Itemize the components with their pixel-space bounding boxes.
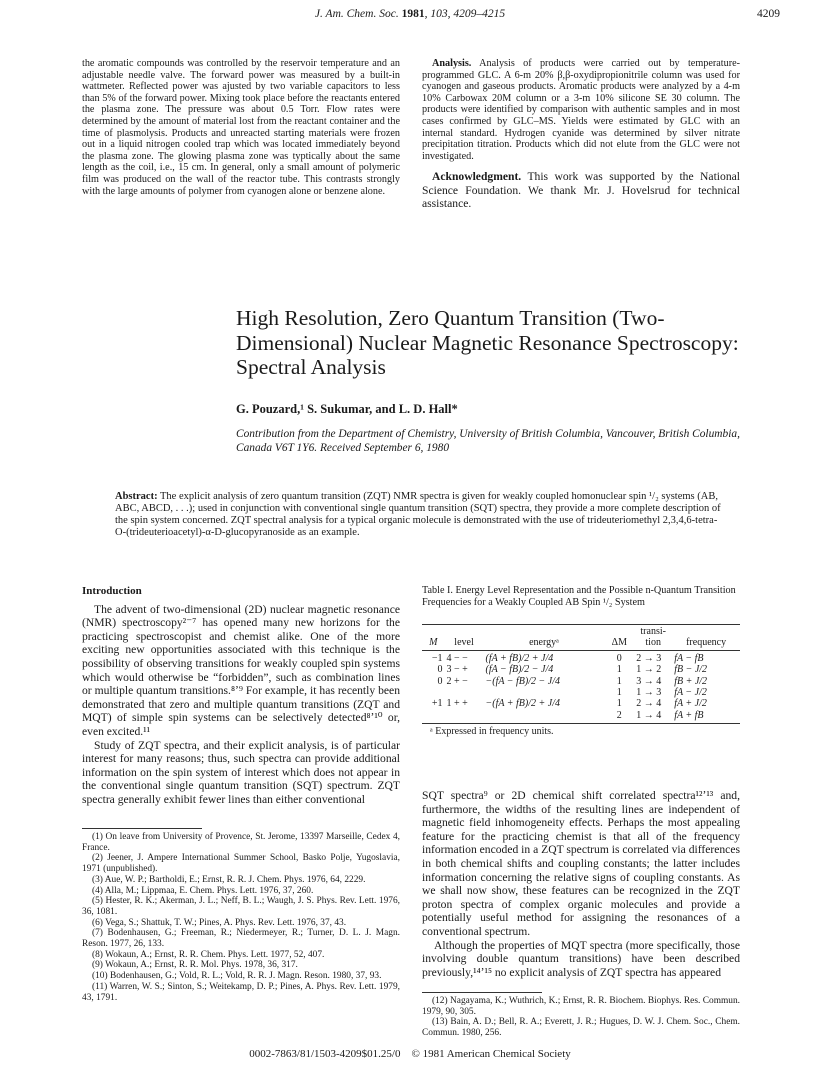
footnote: (12) Nagayama, K.; Wuthrich, K.; Ernst, R. R. Biochem. Biophys. Res. Commun. 1979, 90, 305. xyxy=(422,996,740,1017)
footnote: (2) Jeener, J. Ampere International Summer School, Basko Polje, Yugoslavia, 1971 (unpublished). xyxy=(82,853,400,875)
page-number: 4209 xyxy=(757,8,780,20)
footer-copyright: © 1981 American Chemical Society xyxy=(411,1048,571,1060)
table-cell: 1 → 4 xyxy=(636,709,662,721)
page-footer xyxy=(0,1048,820,1060)
footnote: (6) Vega, S.; Shattuk, T. W.; Pines, A. Phys. Rev. Lett. 1976, 37, 43. xyxy=(92,917,347,928)
footnote: (9) Wokaun, A.; Ernst, R. R. Mol. Phys. 1978, 36, 317. xyxy=(92,960,298,971)
abstract-text: The explicit analysis of zero quantum transition (ZQT) NMR spectra is given for weakly coupled homonuclear spin ¹/₂ systems (AB, ABC, ABCD, . . .); used in conjunction with conventional single quantum transition (SQT) spectra, they provide a more complete description of the spin system concerned. ZQT spectral analysis for a typical organic molecule is demonstrated with the use of trideuteriomethyl 2,3,4,6-tetra-O-(trideuterioacetyl)-α-D-glucopyranoside as an example. xyxy=(115,491,721,538)
article-title: High Resolution, Zero Quantum Transition (Two-Dimensional) Nuclear Magnetic Resonance Spectroscopy: Spectral Analysis xyxy=(236,306,739,379)
acknowledgment-label: Acknowledgment. xyxy=(432,170,522,184)
table-cell: −1 xyxy=(431,652,443,664)
prev-article-text: the aromatic compounds was controlled by the reservoir temperature and an adjustable needle valve. The forward power was measured by a built-in wattmeter. Reflected power was ajusted by two variable capacitors to less than 5% of the forward power. Mixing took place before the reactants entered the plasma zone. The pressure was about 0.5 Torr. Flow rates were determined by the amount of material lost from the reactant container and the time of plasmolysis. Products and unreacted starting materials were frozen out in a liquid nitrogen cooled trap which was located immediately beyond the plasma zone. The glowing plasma zone was typtically about the same length as the coil, i.e., 15 cm. In general, only a small amount of polymeric film was produced on the wall of the reactor tube. This contrasts strongly with the large amounts of polymer from cyanogen alone or benzene alone. xyxy=(82,58,400,197)
right-body xyxy=(422,789,740,979)
table-cell: −(fA + fB)/2 + J/4 xyxy=(485,698,560,710)
table-caption: Table I. Energy Level Representation and the Possible n-Quantum Transition Frequencies for a Weakly Coupled AB Spin ¹/₂ System xyxy=(422,585,736,608)
right-paragraph-2: Although the properties of MQT spectra (more specifically, those involving double quantum transitions) have been described previously,¹⁴ʼ¹⁵ no explicit analysis of ZQT spectra has appeared xyxy=(422,938,740,979)
table-cell: 1 + + xyxy=(446,698,468,710)
table-cell xyxy=(483,710,604,721)
intro-paragraph-2: Study of ZQT spectra, and their explicit analysis, is of particular interest for many reasons; thus, such spectra can provide additional information on the spin system of interest which does not appear in the conventional single quantum transition (SQT) spectrum. ZQT spectra generally exhibit fewer lines than either conventional xyxy=(82,738,400,806)
journal-pages: 4209–4215 xyxy=(453,8,506,20)
col-header: energyᵃ xyxy=(529,637,559,649)
footnote: (13) Bain, A. D.; Bell, R. A.; Everett, J. R.; Hugues, D. W. J. Chem. Soc., Chem. Commun. 1980, 256. xyxy=(422,1017,740,1039)
table-1 xyxy=(422,626,740,737)
col-header: level xyxy=(454,637,474,649)
table-row xyxy=(422,653,740,664)
table-cell: 0 xyxy=(437,664,443,676)
analysis-paragraph xyxy=(422,58,740,162)
table-cell: 0 xyxy=(616,652,622,664)
abstract xyxy=(115,491,727,539)
article-authors: G. Pouzard,¹ S. Sukumar, and L. D. Hall* xyxy=(236,402,458,416)
table-cell: 1 → 2 xyxy=(636,664,662,676)
table-footnote: ᵃ Expressed in frequency units. xyxy=(430,726,554,738)
footnote: (11) Warren, W. S.; Sinton, S.; Weitekamp, D. P.; Pines, A. Phys. Rev. Lett. 1979, 43, 1791. xyxy=(82,981,400,1003)
footnote: (3) Aue, W. P.; Bartholdi, E.; Ernst, R. R. J. Chem. Phys. 1976, 64, 2229. xyxy=(92,874,366,885)
analysis-label: Analysis. xyxy=(432,58,472,69)
table-cell: +1 xyxy=(431,698,443,710)
table-row xyxy=(422,664,740,675)
table-row xyxy=(422,698,740,709)
table-cell xyxy=(483,687,604,698)
footer-code: 0002-7863/81/1503-4209$01.25/0 xyxy=(249,1048,401,1060)
journal-year: 1981 xyxy=(401,8,425,20)
table-cell: 2 xyxy=(616,709,622,721)
table-cell: 2 → 3 xyxy=(636,652,662,664)
table-cell: 2 + − xyxy=(446,675,468,687)
footnote: (7) Bodenhausen, G.; Freeman, R.; Niedermeyer, R.; Turner, D. L. J. Magn. Reson. 1977, 26, 133. xyxy=(82,928,400,950)
table-cell: fB − J/2 xyxy=(674,664,708,676)
intro-heading: Introduction xyxy=(82,585,142,597)
intro-paragraph-1: The advent of two-dimensional (2D) nuclear magnetic resonance (NMR) spectroscopy²⁻⁷ has opened many new horizons for the practicing spectroscopist and chemist alike. One of the more exciting new opportunities associated with this technique is the possibility of observing transitions for weakly coupled spin systems which would otherwise be “forbidden”, such as combination lines or multiple quantum transitions.⁸ʼ⁹ For example, it has recently been demonstrated that zero and multiple quantum transitions (ZQT and MQT) of simple spin systems can be selectively detected⁸ʼ¹⁰ or, even excited.¹¹ xyxy=(82,602,400,738)
footnote: (4) Alla, M.; Lippmaa, E. Chem. Phys. Lett. 1976, 37, 260. xyxy=(92,885,314,896)
right-paragraph-1: SQT spectra⁹ or 2D chemical shift correlated spectra¹²ʼ¹³ and, furthermore, the widths of the resulting lines are independent of magnetic field inhomogeneity effects. Perhaps the most appealing feature for the practicing chemist is that all of the frequency information encoded in a ZQT spectrum is correlated via differences in both chemical shifts and coupling constants; the latter includes information concerning the relative signs of coupling constants. As we shall now show, these features can be recognized in the ZQT proton spectra of complex organic molecules and provide a potentially useful method for assigning the resonances of a conventional spectrum. xyxy=(422,789,740,938)
table-cell: 1 → 3 xyxy=(636,687,662,699)
acknowledgment-paragraph xyxy=(422,170,740,211)
table-row xyxy=(422,676,740,687)
table-cell: (fA + fB)/2 + J/4 xyxy=(485,652,554,664)
article-affiliation: Contribution from the Department of Chemistry, University of British Columbia, Vancouver, British Columbia, Canada V6T 1Y6. Received September 6, 1980 xyxy=(236,428,740,454)
footnote-rule-right xyxy=(422,992,542,993)
running-header: J. Am. Chem. Soc. 1981, 103, 4209–4215 xyxy=(314,8,506,20)
footnote-rule-left xyxy=(82,828,202,829)
prev-article-right xyxy=(422,58,740,211)
table-top-rule xyxy=(422,624,740,625)
table-cell: 1 xyxy=(616,698,622,710)
col-header: ΔM xyxy=(611,637,627,649)
table-header-row xyxy=(422,626,740,649)
table-cell: 3 − + xyxy=(446,664,468,676)
footnote: (8) Wokaun, A.; Ernst, R. R. Chem. Phys. Lett. 1977, 52, 407. xyxy=(92,949,325,960)
col-header: frequency xyxy=(686,637,727,649)
table-cell: fA − J/2 xyxy=(674,687,707,699)
footnotes-left xyxy=(82,832,400,1003)
footnote: (5) Hester, R. K.; Akerman, J. L.; Neff, B. L.; Waugh, J. S. Phys. Rev. Lett. 1976, 36, 1081. xyxy=(82,896,400,917)
table-cell: 0 xyxy=(437,675,443,687)
abstract-label: Abstract: xyxy=(115,491,158,502)
footnote: (10) Bodenhausen, G.; Vold, R. L.; Vold, R. R. J. Magn. Reson. 1980, 37, 93. xyxy=(92,971,382,982)
table-cell: 1 xyxy=(616,687,622,699)
col-header: transi-tion xyxy=(640,626,666,649)
table-cell xyxy=(422,687,445,698)
table-cell: fA − fB xyxy=(674,652,704,664)
table-row xyxy=(422,710,740,721)
acknowledgment-text: This work was supported by the National Science Foundation. We thank Mr. J. Hovelsrud for technical assistance. xyxy=(422,170,740,211)
table-cell xyxy=(445,687,484,698)
table-cell: 3 → 4 xyxy=(636,675,662,687)
table-cell: −(fA − fB)/2 − J/4 xyxy=(485,675,560,687)
introduction xyxy=(82,585,400,807)
table-cell: 1 xyxy=(616,664,622,676)
table-cell: 1 xyxy=(616,675,622,687)
table-cell: 4 − − xyxy=(446,652,468,664)
col-header: M xyxy=(429,637,438,649)
table-cell: 2 → 4 xyxy=(636,698,662,710)
table-cell: fB + J/2 xyxy=(674,675,708,687)
table-cell: fA + J/2 xyxy=(674,698,707,710)
journal-name: J. Am. Chem. Soc. xyxy=(314,8,399,20)
table-cell xyxy=(445,710,484,721)
prev-article-left xyxy=(82,58,400,197)
table-cell: (fA − fB)/2 − J/4 xyxy=(485,664,554,676)
table-cell: fA + fB xyxy=(674,709,704,721)
table-row xyxy=(422,687,740,698)
journal-volume: 103 xyxy=(430,8,448,20)
footnotes-right xyxy=(422,996,740,1039)
footnote: (1) On leave from University of Provence, St. Jerome, 13397 Marseille, Cedex 4, France. xyxy=(82,832,400,853)
table-cell xyxy=(422,710,445,721)
analysis-text: Analysis of products were carried out by temperature-programmed GLC. A 6-m 20% β,β-oxydipropionitrile column was used for cyanogen and gaseous products. Aromatic products were analyzed by a 4-m 10% Carbowax 20M column or a 3-m 10% silicone SE 30 column. The products were identified by comparison with authentic samples and in most cases confirmed by GLC–MS. Yields were estimated by GLC with an internal standard. Hydrogen cyanide was determined by silver nitrate precipitation titration. Products which did not elute from the GLC were not investigated. xyxy=(422,58,741,162)
